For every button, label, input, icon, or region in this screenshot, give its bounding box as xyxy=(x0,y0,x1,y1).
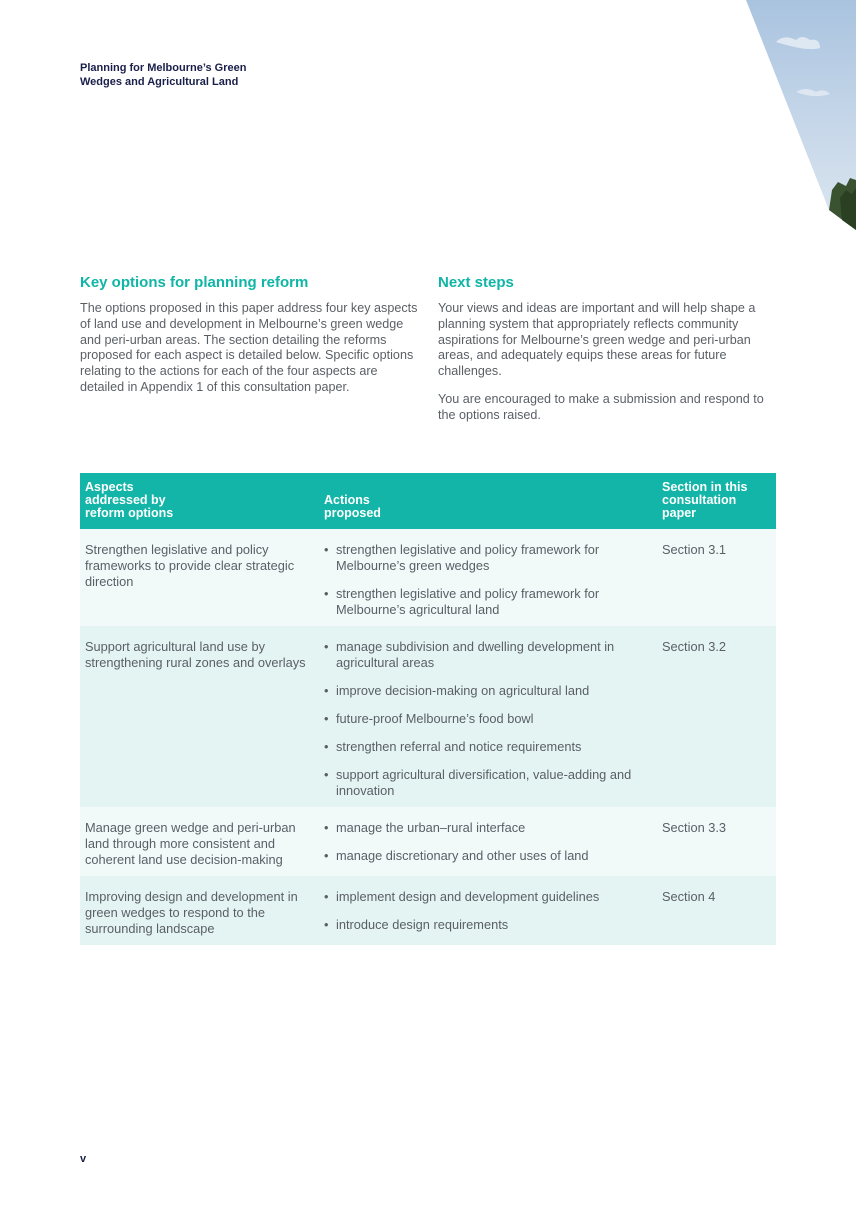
actions-list xyxy=(324,639,652,799)
table-row xyxy=(80,807,776,876)
header-actions xyxy=(319,473,657,529)
document-title-line2: Wedges and Agricultural Land xyxy=(80,76,239,88)
action-item: • strengthen legislative and policy framework for Melbourne’s agricultural land xyxy=(324,586,652,618)
key-options-paragraph: The options proposed in this paper address four key aspects of land use and development in Melbourne’s green wedge and peri-urban areas. The section detailing the reforms proposed for each aspect is detailed below. Specific options relating to the actions for each of the four aspects are detailed in Appendix 1 of this consultation paper. xyxy=(80,301,418,394)
key-options-section xyxy=(80,273,420,408)
table-row xyxy=(80,876,776,945)
actions-list xyxy=(324,889,652,933)
document-title-line1: Planning for Melbourne’s Green xyxy=(80,62,247,74)
document-title xyxy=(80,61,310,89)
corner-landscape-photo xyxy=(746,0,856,230)
header-aspects-line: Aspects xyxy=(85,480,134,494)
section-cell: Section 3.1 xyxy=(657,529,776,626)
actions-list xyxy=(324,542,652,618)
action-item: • manage subdivision and dwelling development in agricultural areas xyxy=(324,639,652,671)
section-cell: Section 4 xyxy=(657,876,776,945)
table-row xyxy=(80,626,776,807)
key-options-heading: Key options for planning reform xyxy=(80,274,309,291)
header-section-line: Section in this xyxy=(662,480,748,494)
aspect-cell: Support agricultural land use by strengthening rural zones and overlays xyxy=(80,626,319,807)
action-item: • manage the urban–rural interface xyxy=(324,820,652,836)
next-steps-heading: Next steps xyxy=(438,274,514,291)
action-item: • improve decision-making on agricultural land xyxy=(324,683,652,699)
action-item: • implement design and development guidelines xyxy=(324,889,652,905)
actions-cell xyxy=(319,529,657,626)
action-item: • strengthen legislative and policy framework for Melbourne’s green wedges xyxy=(324,542,652,574)
header-actions-line: proposed xyxy=(324,506,381,520)
header-aspects xyxy=(80,473,319,529)
actions-cell xyxy=(319,876,657,945)
next-steps-paragraph-2: You are encouraged to make a submission and respond to the options raised. xyxy=(438,391,764,422)
action-item: • manage discretionary and other uses of land xyxy=(324,848,652,864)
aspect-cell: Manage green wedge and peri-urban land through more consistent and coherent land use decision-making xyxy=(80,807,319,876)
actions-list xyxy=(324,820,652,864)
next-steps-paragraph-1: Your views and ideas are important and will help shape a planning system that appropriately reflects community aspirations for Melbourne’s green wedge and peri-urban areas, and adequately equips these areas for future challenges. xyxy=(438,301,756,379)
action-item: • support agricultural diversification, value-adding and innovation xyxy=(324,767,652,799)
aspect-cell: Strengthen legislative and policy frameworks to provide clear strategic direction xyxy=(80,529,319,626)
table-header-row xyxy=(80,473,776,529)
header-section-line: consultation xyxy=(662,493,737,507)
header-section xyxy=(657,473,776,529)
header-section-line: paper xyxy=(662,506,697,520)
reform-options-table xyxy=(80,473,776,945)
header-actions-line: Actions xyxy=(324,493,370,507)
page-number: v xyxy=(80,1153,87,1165)
actions-cell xyxy=(319,626,657,807)
table-row xyxy=(80,529,776,626)
header-aspects-line: addressed by xyxy=(85,493,166,507)
section-cell: Section 3.3 xyxy=(657,807,776,876)
header-aspects-line: reform options xyxy=(85,506,174,520)
action-item: • introduce design requirements xyxy=(324,917,652,933)
next-steps-section xyxy=(438,273,778,436)
action-item: • strengthen referral and notice requirements xyxy=(324,739,652,755)
action-item: • future-proof Melbourne’s food bowl xyxy=(324,711,652,727)
aspect-cell: Improving design and development in green wedges to respond to the surrounding landscape xyxy=(80,876,319,945)
actions-cell xyxy=(319,807,657,876)
section-cell: Section 3.2 xyxy=(657,626,776,807)
